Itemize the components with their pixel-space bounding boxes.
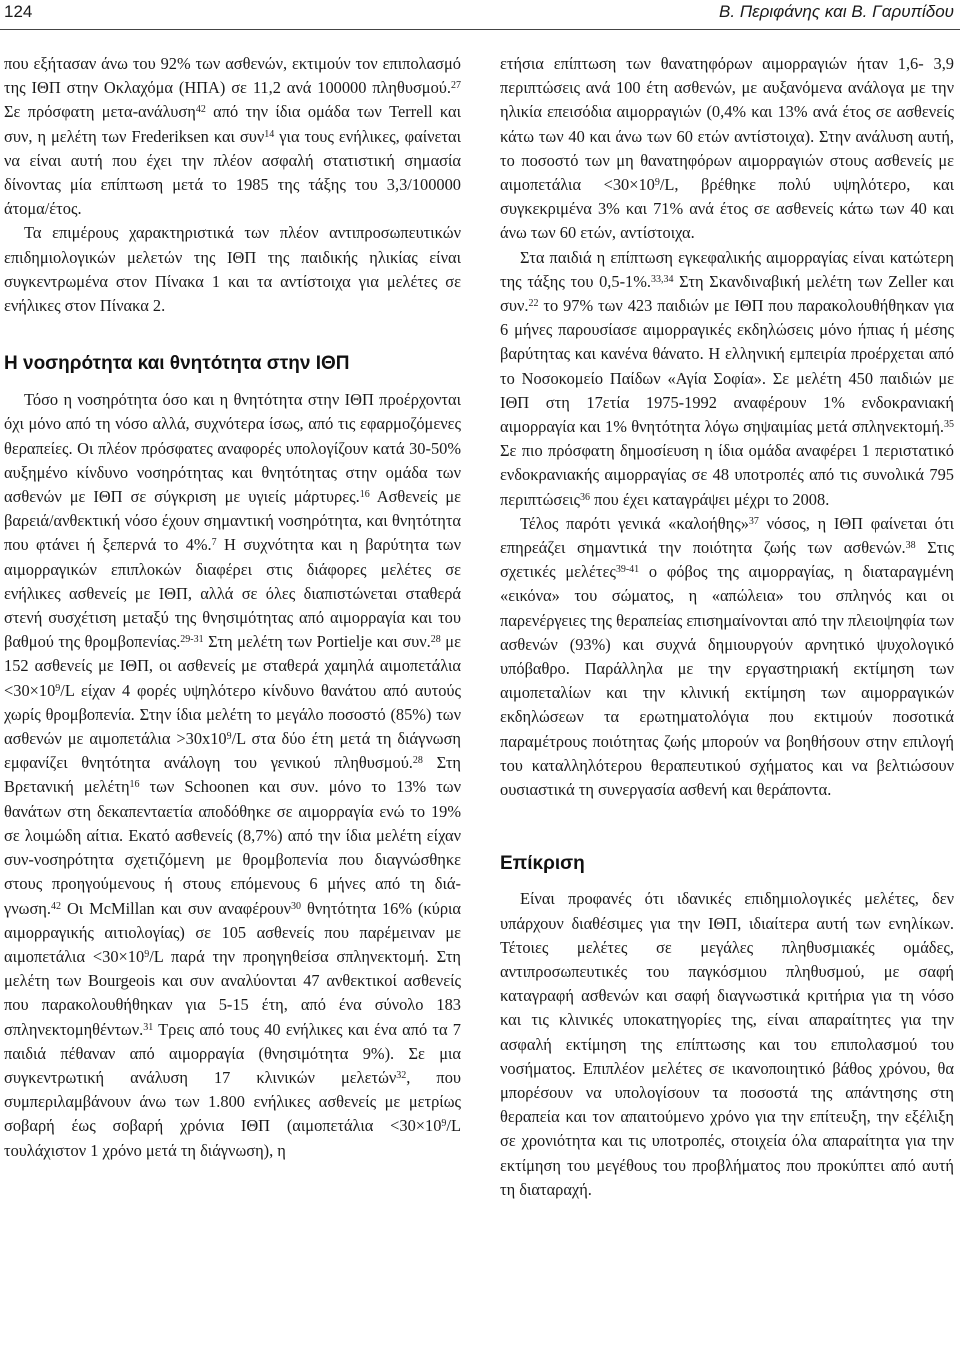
citation-superscript: 31 (143, 1021, 154, 1033)
citation-superscript: 16 (129, 779, 140, 791)
paragraph: Είναι προφανές ότι ιδανικές επιδημιολογικές μελέτες, δεν υπάρχουν διαθέσιμες για την ΙΘΠ, ιδιαίτερα αυτή των ενηλίκων. Τέτοιες μελέτες σε μεγάλες πληθυσμιακές ομάδες, αντιπροσωπευτικές του παγκόσμιου πληθυσμού, με σαφή καταγραφή ασθενών και σαφή διαγνωστικά κριτήρια για τη νόσο και τις κλινικές υποκατηγορίες της, είναι απαραίτητες για την ασφαλή εκτίμηση της επίπτωσης και του επιπολασμού του νοσήματος. Επιπλέον μελέτες σε ικανοποιητικό βάθος χρόνου, θα μπορέσουν να υπολογίσουν τα ποσοστά της απάντησης στη θεραπεία και τον απαιτούμενο χρόνο για την επίτευξη, την εξέλιξη σε χρονιότητα και τις υποτροπές, στοιχεία όλα απαραίτητα για την εκτίμηση του μεγέθους του προβλήματος που προκύπτει από αυτή τη διαταραχή. (500, 889, 954, 1199)
right-column (500, 52, 954, 1202)
citation-superscript: 32 (396, 1069, 407, 1081)
citation-superscript: 29-31 (180, 634, 204, 646)
citation-superscript: 27 (451, 80, 461, 92)
paragraph: Τα επιμέρους χαρακτηριστικά των πλέον αντιπροσωπευτικών επιδημιολογικών μελετών της ΙΘΠ της παιδικής ηλικίας είναι συγκεντρωμένα στον Πίνακα 1 και τα αντίστοιχα για μελέτες σε ενήλικες στον Πίνακα 2. (4, 223, 461, 316)
citation-superscript: 7 (211, 537, 217, 549)
citation-superscript: 39-41 (615, 564, 640, 576)
citation-superscript: 22 (528, 298, 539, 310)
citation-superscript: 9 (144, 948, 150, 960)
citation-superscript: 28 (430, 634, 441, 646)
citation-superscript: 37 (748, 515, 759, 527)
left-column (4, 52, 461, 1163)
paragraph: Τόσο η νοσηρότητα όσο και η θνητότητα στην ΙΘΠ προέρχονται όχι μόνο από τη νόσο αλλά, συχνότερα ίσως, από τις εφαρμοζόμενες θεραπείες. Οι πλέον πρόσφατες αναφορές υπολογίζουν κατά 30-50% αυξημένο κίνδυνο νοσηρότητας και θνητότητας στην ομάδα των ασθενών με ΙΘΠ σε σύγκριση με υγιείς μάρτυρες.$^{16}$ Ασθενείς με βαρειά/ανθεκτική νόσο έχουν σημαντική νοσηρότητα, και θνητότητα που φτάνει ή ξεπερνά το 4%.$^7$ Η συχνότητα και η βαρύτητα των αιμορραγικών επιπλοκών διαφέρει στις διάφορες μελέτες σε ενήλικες ασθενείς με ΙΘΠ, αλλά σε όλες διαπιστώνεται σταθερά στενή συσχέτιση μεταξύ της θνησιμότητας από αιμορραγία και του βαθμού της θρομβοπενίας.$^{29-31}$ Στη μελέτη των Portielje και συν.$^{28}$ με 152 ασθενείς με ΙΘΠ, οι ασθενείς με σταθερά χαμηλά $\alpha\iota\mu o\pi\varepsilon\tau ά\lambda\iota\alpha <30\times 10^9/L$ είχαν 4 φορές υψηλότερο κίνδυνο θανάτου από αυτούς χωρίς θρομβοπενία. Στην ίδια μελέτη το μεγάλο ποσοστό (85%) των ασθενών με $\alpha\iota\mu o\pi\varepsilon\tau ά\lambda\iota\alpha >30x10^9/L$ στα δύο έτη μετά τη διάγνωση εμφανίζει θνητότητα ανάλογη του γενικού πληθυσμού.$^{28}$ Στη Βρετανική μελέτη$^{16}$ των Schoonen και συν. μόνο το 13% των θανάτων στη δεκαπενταετία αποδόθηκε σε αιμορραγία ενώ το 19% σε λοιμώδη αίτια. Εκατό ασθενείς (8,7%) από την ίδια μελέτη είχαν συν-νοσηρότητα σχετιζόμενη με θρομβοπενία που διαγνώσθηκε στους προηγούμενους ή στους επόμενους 6 μήνες από τη διάγνωση.$^{42}$ Οι McMillan και συν αναφέρουν$^{30}$ θνητότητα 16% (κύρια αιμορραγικής αιτιολογίας) σε 105 ασθενείς που παρέμειναν με $\alpha\iota\mu o\pi\varepsilon\tau ά\lambda\iota\alpha <30\times 10^9/L$ παρά την προηγηθείσα σπληνεκτομή. Στη μελέτη των Bourgeois και συν αναλύονται 47 ανθεκτικοί ασθενείς που παρακολουθήθηκαν για 5-15 έτη, από ένα σύνολο 183 σπληνεκτομηθέντων.$^{31}$ Τρεις από τους 40 ενήλικες και ένα από τα 7 παιδιά πέθαναν από αιμορραγία (θνησιμότητα 9%). Σε μια συγκεντρωτική ανάλυση 17 κλινικών μελετών$^{32}$, που συμπεριλαμβάνουν άνω των 1.800 ενήλικες ασθενείς με μετρίως σοβαρή έως σοβαρή χρόνια ΙΘΠ ($\alpha\iota\mu o\pi\varepsilon\tau ά\lambda\iota\alpha <30\times 10^9/L$ τουλάχιστον 1 χρόνο μετά τη διάγνωση), η (4, 390, 462, 1160)
citation-superscript: 28 (412, 755, 423, 767)
citation-superscript: 30 (291, 900, 302, 912)
paragraph: Στα παιδιά η επίπτωση εγκεφαλικής αιμορραγίας είναι κατώτερη της τάξης του 0,5-1%.$^{33,34}$ Στη Σκανδιναβική μελέτη των Zeller και συν.$^{22}$ το 97% των 423 παιδιών με ΙΘΠ που παρακολουθήθηκαν για 6 μήνες παρουσίασε αιμορραγικές εκδηλώσεις μόνο ήπιας ή μέσης βαρύτητας και κανένα θάνατο. Η ελληνική εμπειρία προέρχεται από το Νοσοκομείο Παίδων «Αγία Σοφία». Σε μελέτη 450 παιδιών με ΙΘΠ στη 17ετία 1975-1992 αναφέρουν 1% ενδοκρανιακή αιμορραγία και 1% θνητότητα λόγω σηψαιμίας μετά σπληνεκτομή.$^{35}$ Σε πιο πρόσφατη δημοσίευση η ίδια ομάδα αναφέρει 1 περιστατικό ενδοκρανιακής αιμορραγίας σε 48 υποτροπές από τις συνολικά 795 περιπτώσεις$^{36}$ που έχει καταγράψει μέχρι το 2008. (500, 247, 954, 509)
citation-superscript: 36 (580, 491, 591, 503)
running-header (0, 0, 960, 30)
citation-superscript: 35 (944, 419, 954, 431)
citation-superscript: 9 (55, 682, 61, 694)
citation-superscript: 42 (50, 900, 61, 912)
citation-superscript: 38 (905, 540, 916, 552)
paragraph: ετήσια επίπτωση των θανατηφόρων αιμορραγιών ήταν 1,6- 3,9 περιπτώσεις ανά 100 έτη ασθενών, με αυξανόμενα ανάλογα με την ηλικία επεισόδια αιμορραγιών (0,4% και 13% ανά έτος σε ασθενείς κάτω των 40 και άνω των 60 ετών αντίστοιχα). Στην ανάλυση αυτή, το ποσοστό των μη θανατηφόρων αιμορραγιών στους ασθενείς με $\alpha\iota\mu o\pi\varepsilon\tau ά\lambda\iota\alpha <30\times 10^9/L$, βρέθηκε πολύ υψηλότερο, και συγκεκριμένα 3% και 71% ανά έτος σε ασθενείς κάτω των 40 και άνω των 60 ετών, αντίστοιχα. (500, 54, 954, 243)
citation-superscript: 9 (226, 731, 232, 743)
running-head-authors: Β. Περιφάνης και Β. Γαρυπίδου (719, 2, 954, 21)
citation-superscript: 33,34 (651, 273, 674, 285)
citation-superscript: 9 (441, 1118, 447, 1130)
paragraph: Τέλος παρότι γενικά «καλοήθης»$^{37}$ νόσος, η ΙΘΠ φαίνεται ότι επηρεάζει σημαντικά την ποιότητα ζωής των ασθενών.$^{38}$ Στις σχετικές μελέτες$^{39-41}$ ο φόβος της αιμορραγίας, η διαταραγμένη «εικόνα» του σώματος, η «απώλεια» του σπληνός και οι παρενέργειες της θεραπείας επισημαίνονται από την πλειοψηφία των ασθενών (93%) και συχνά δημιουργούν αρνητικό ψυχολογικό υπόβαθρο. Παράλληλα με την εργαστηριακή εκτίμηση των αιμοπεταλίων και την κλινική εκτίμηση των αιμορραγικών εκδηλώσεων τα ερωτηματολόγια που εκτιμούν ποσοτικά παραμέτρους ποιότητας ζωής μπορούν να βοηθήσουν στην επιλογή του καταλληλότερου θεραπευτικού σχήματος και να βελτιώσουν ουσιαστικά τη συνεργασία ασθενή και θεράποντα. (500, 513, 954, 800)
section-heading-review: Επίκριση (500, 853, 585, 875)
section-heading-morbidity: Η νοσηρότητα και θνητότητα στην ΙΘΠ (4, 353, 350, 375)
citation-superscript: 16 (359, 489, 370, 501)
paragraph: που εξήτασαν άνω του 92% των ασθενών, εκτιμούν τον επιπολασμό της ΙΘΠ στην Οκλαχόμα (ΗΠΑ) σε 11,2 ανά 100000 πληθυσμού.$^{27}$ Σε πρόσφατη μετα-ανάλυση$^{42}$ από την ίδια ομάδα των Terrell και συν, η μελέτη των Frederiksen και συν$^{14}$ για τους ενήλικες, φαίνεται να είναι αυτή που έχει την πλέον ασφαλή στατιστική σημασία δίνοντας μία επίπτωση μετά το 1985 της τάξης του 3,3/100000 άτομα/έτος. (4, 54, 461, 219)
citation-superscript: 42 (195, 104, 206, 116)
citation-superscript: 14 (264, 128, 275, 140)
citation-superscript: 9 (654, 177, 660, 189)
page-number: 124 (4, 2, 33, 21)
